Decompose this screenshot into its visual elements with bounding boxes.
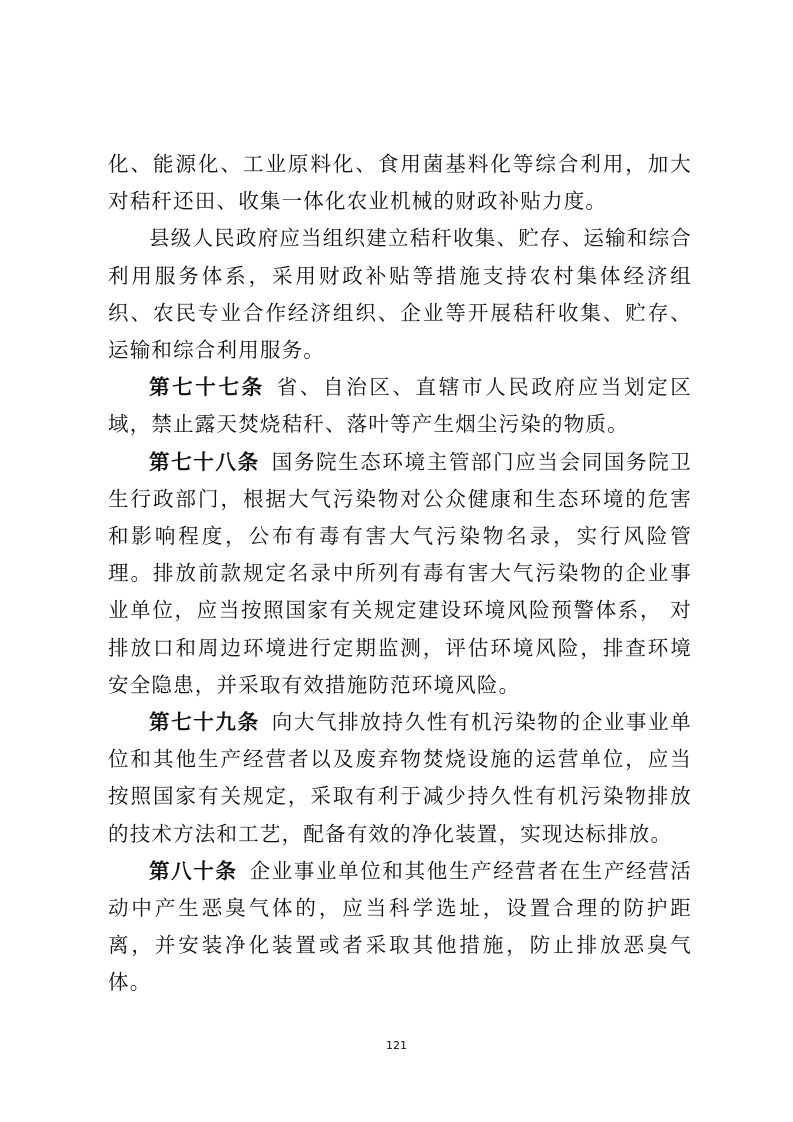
article-79 xyxy=(108,704,692,853)
paragraph-continuation: 化、能源化、工业原料化、食用菌基料化等综合利用，加大对秸秆还田、收集一体化农业机械的财政补贴力度。 xyxy=(108,152,692,214)
article-number: 第七十九条 xyxy=(149,710,260,735)
article-number: 第七十八条 xyxy=(149,449,260,474)
article-77 xyxy=(108,369,692,443)
article-text: 国务院生态环境主管部门应当会同国务院卫生行政部门，根据大气污染物对公众健康和生态环境的危害和影响程度，公布有毒有害大气污染物名录，实行风险管理。排放前款规定名录中所列有毒有害大气污染物的企业事业单位，应当按照国家有关规定建设环境风险预警体系， 对排放口和周边环境进行定期监测，评估环境风险，排查环境安全隐患，并采取有效措施防范环境风险。 xyxy=(108,449,692,697)
article-text: 企业事业单位和其他生产经营者在生产经营活动中产生恶臭气体的，应当科学选址，设置合理的防护距离，并安装净化装置或者采取其他措施，防止排放恶臭气体。 xyxy=(108,858,692,995)
article-number: 第八十条 xyxy=(149,858,238,883)
page-number: 121 xyxy=(386,1039,407,1052)
article-text: 省、自治区、直辖市人民政府应当划定区域，禁止露天焚烧秸秆、落叶等产生烟尘污染的物质。 xyxy=(108,375,692,437)
article-number: 第七十七条 xyxy=(149,375,265,400)
document-body xyxy=(108,146,692,1002)
article-78 xyxy=(108,444,692,704)
article-text: 向大气排放持久性有机污染物的企业事业单位和其他生产经营者以及废弃物焚烧设施的运营单位，应当按照国家有关规定，采取有利于减少持久性有机污染物排放的技术方法和工艺，配备有效的净化装置，实现达标排放。 xyxy=(108,710,692,846)
paragraph-county-service: 县级人民政府应当组织建立秸秆收集、贮存、运输和综合利用服务体系，采用财政补贴等措施支持农村集体经济组织、农民专业合作经济组织、企业等开展秸秆收集、贮存、运输和综合利用服务。 xyxy=(108,226,692,363)
article-80 xyxy=(108,853,692,1002)
